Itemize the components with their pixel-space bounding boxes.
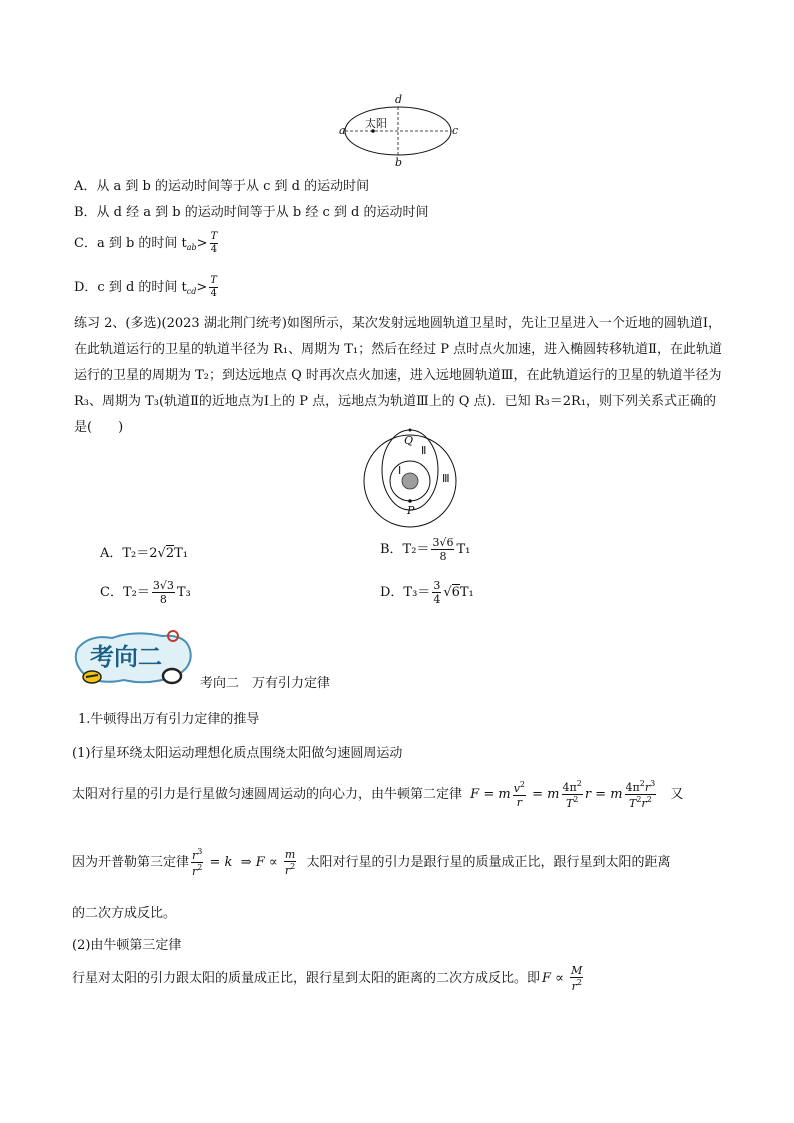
label-orbit-II: Ⅱ [421, 444, 427, 457]
label-sun: 太阳 [365, 117, 387, 130]
option-1d-text: D．c 到 d 的时间 t [74, 280, 187, 295]
para-1-text: 太阳对行星的引力是行星做匀速圆周运动的向心力，由牛顿第二定律 [72, 787, 463, 802]
fraction-den: 4 [210, 244, 218, 255]
para-2-end: 的二次方成反比。 [72, 906, 177, 921]
sub-heading-1: (1)行星环绕太阳运动理想化质点围绕太阳做匀速圆周运动 [72, 746, 403, 761]
option-2b-text: B．T₂＝ [380, 542, 430, 557]
option-2d-text: D．T₃＝ [380, 585, 431, 600]
ellipse-orbit-diagram [338, 94, 460, 168]
label-b: b [395, 156, 403, 168]
para-2-rest: 太阳对行星的引力是跟行星的质量成正比，跟行星到太阳的距离 [306, 855, 671, 870]
label-Q: Q [404, 434, 414, 447]
option-2b-num: 3√6 [432, 536, 454, 549]
label-d: d [395, 94, 403, 106]
section-badge-graphic [72, 626, 196, 690]
option-1b: B．从 d 经 a 到 b 的运动时间等于从 b 经 c 到 d 的运动时间 [74, 205, 429, 220]
sqrt-symbol: √ [157, 546, 166, 561]
para-1: 太阳对行星的引力是行星做匀速圆周运动的向心力，由牛顿第二定律 F = m $\frac{v^2}{r}$ = m $\frac{4\pi^2}{T^2}$ r = m $\frac{4\pi^2r^3}{T^2r^2}$ 又 [72, 779, 684, 810]
fraction-den: 4 [210, 288, 217, 299]
option-2d-suffix: T₁ [459, 585, 474, 600]
para-2: 因为开普勒第三定律 $\frac{r^3}{r^2}$ = k ⇒ F ∝ $\frac{m}{r^2}$ 太阳对行星的引力是跟行星的质量成正比，跟行星到太阳的距离 [72, 847, 671, 878]
option-2b-suffix: T₁ [456, 542, 471, 557]
option-1d-rel: > [196, 280, 208, 295]
option-2d [380, 580, 474, 605]
option-1c-text: C．a 到 b 的时间 t [74, 236, 187, 251]
label-orbit-III: Ⅲ [442, 472, 450, 485]
option-1c [74, 232, 220, 257]
sqrt-symbol: √ [443, 585, 452, 600]
option-1d-sub: cd [186, 287, 197, 296]
option-2c [100, 580, 191, 605]
option-2a-suffix: T₁ [174, 546, 189, 561]
sub-heading-2: (2)由牛顿第三定律 [72, 938, 182, 953]
option-2c-den: 8 [159, 593, 167, 606]
option-2a-text: A．T₂＝2 [100, 546, 158, 561]
option-2b [380, 537, 470, 562]
fraction-num: T [210, 231, 218, 242]
orbit-transfer-diagram [362, 424, 458, 528]
label-c: c [452, 124, 459, 137]
option-2c-suffix: T₃ [176, 585, 191, 600]
option-2d-den: 4 [433, 593, 441, 606]
para-2-text: 因为开普勒第三定律 [72, 855, 190, 870]
option-2d-root: 6 [451, 585, 460, 600]
section-title: 考向二 万有引力定律 [200, 676, 331, 691]
badge-text: 考向二 [90, 642, 162, 671]
para-3: 行星对太阳的引力跟太阳的质量成正比，跟行星到太阳的距离的二次方成反比。即 F ∝ $\frac{M}{r^2}$ [72, 964, 583, 993]
para-1-tail: 又 [670, 787, 684, 802]
option-1a: A．从 a 到 b 的运动时间等于从 c 到 d 的运动时间 [74, 179, 370, 194]
option-1c-sub: ab [186, 243, 197, 252]
option-1c-rel: > [196, 236, 208, 251]
option-2a [100, 545, 188, 563]
option-2b-den: 8 [439, 550, 447, 563]
option-2c-text: C．T₂＝ [100, 585, 150, 600]
label-a: a [339, 124, 346, 137]
heading-1: 1.牛顿得出万有引力定律的推导 [78, 712, 260, 727]
label-orbit-I: Ⅰ [398, 464, 402, 477]
option-2d-num: 3 [433, 579, 441, 592]
fraction-num: T [210, 275, 217, 286]
practice-2-text: 练习 2、(多选)(2023 湖北荆门统考)如图所示，某次发射远地圆轨道卫星时，先让卫星进入一个近地的圆轨道Ⅰ，在此轨道运行的卫星的轨道半径为 R₁、周期为 T₁；然后在经过 P 点时点火加速，进入椭圆转移轨道Ⅱ，在此轨道运行的卫星的周期为 T₂；到达远地点 Q 时再次点火加速，进入远地圆轨道Ⅲ，在此轨道运行的卫星的轨道半径为 R₃、周期为 T₃(轨道Ⅱ的近地点为Ⅰ上的 P 点，远地点为轨道Ⅲ上的 Q 点)．已知 R₃＝2R₁，则下列关系式正确的是( ) [74, 316, 722, 435]
label-P: P [407, 504, 415, 517]
option-2a-root: 2 [165, 546, 175, 561]
para-3-text: 行星对太阳的引力跟太阳的质量成正比，跟行星到太阳的距离的二次方成反比。即 [72, 971, 541, 986]
option-1d [74, 276, 220, 301]
option-2c-num: 3√3 [152, 579, 174, 592]
